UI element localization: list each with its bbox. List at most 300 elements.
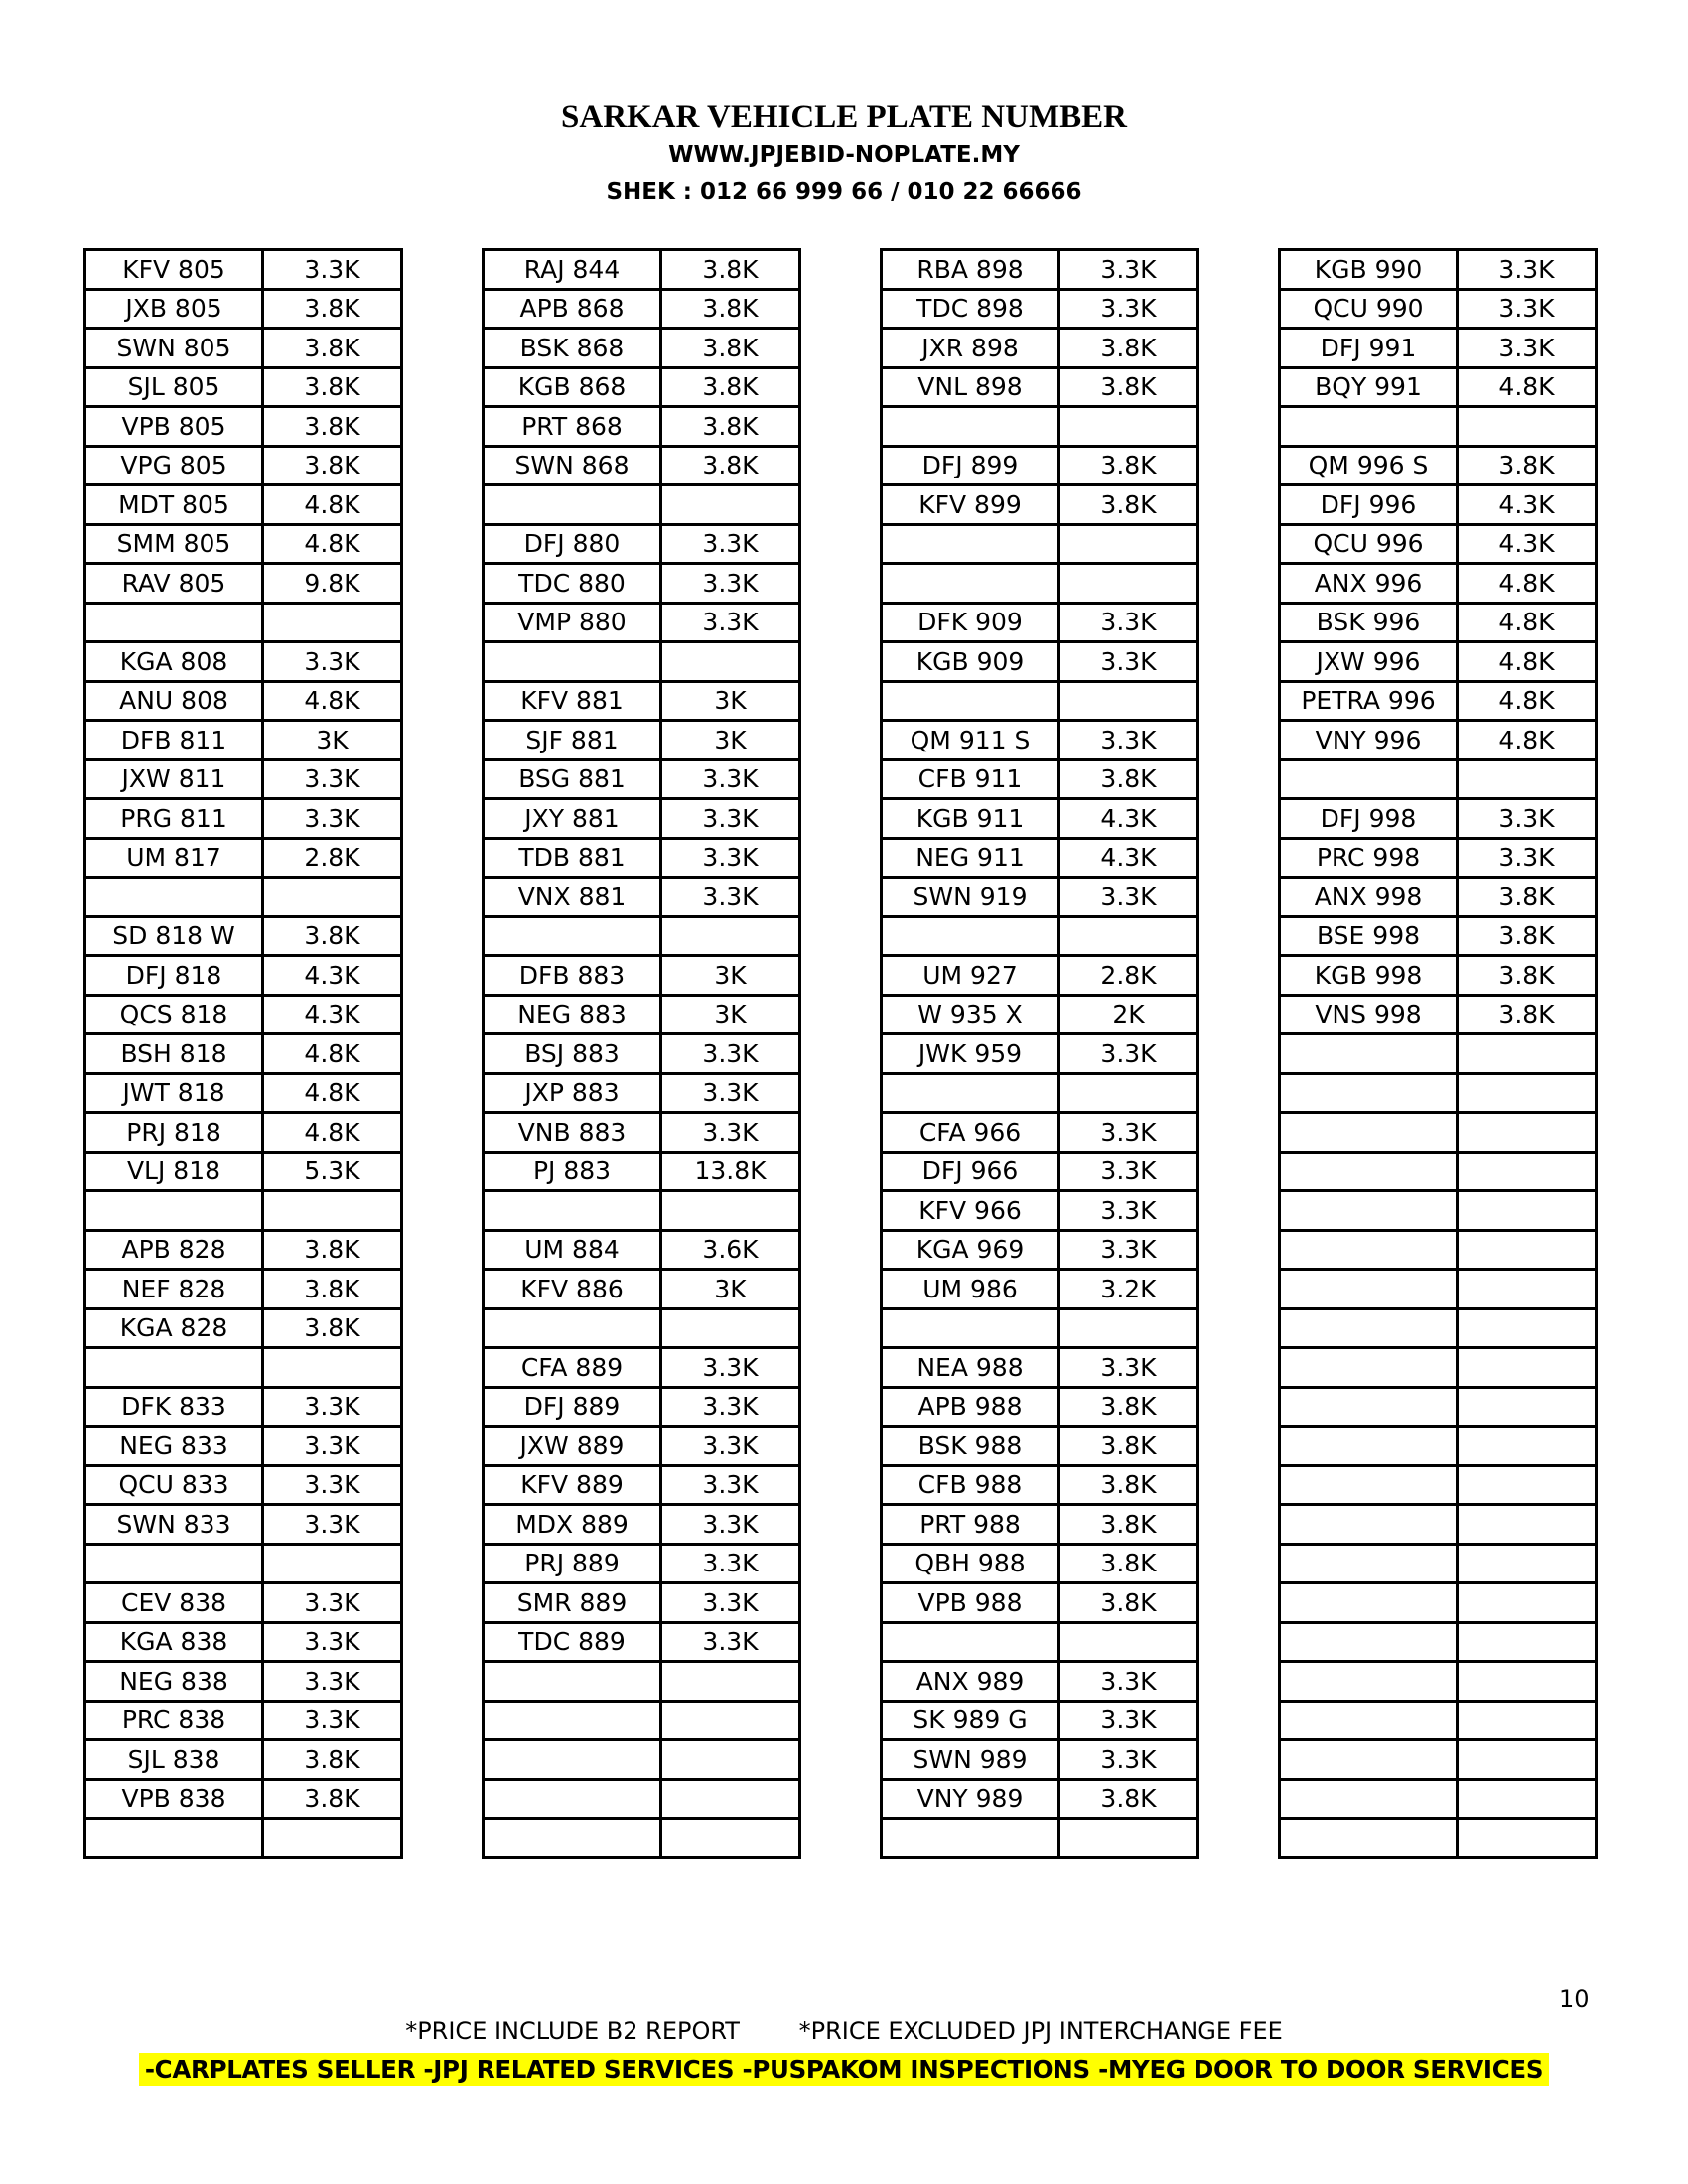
plate-number-cell <box>882 916 1059 956</box>
table-row <box>484 995 800 1034</box>
table-row <box>1280 524 1597 564</box>
plate-number-cell: DFJ 991 <box>1280 329 1458 368</box>
price-cell <box>1458 1230 1597 1270</box>
page-number: 10 <box>1559 1985 1590 2013</box>
plate-number-cell: SMM 805 <box>85 524 263 564</box>
table-row <box>484 1270 800 1309</box>
price-cell <box>661 1191 800 1231</box>
plate-number-cell: VNY 996 <box>1280 721 1458 760</box>
table-row <box>484 642 800 682</box>
plate-number-cell: QM 911 S <box>882 721 1059 760</box>
price-cell: 3.3K <box>1059 642 1198 682</box>
price-cell: 2.8K <box>1059 956 1198 996</box>
plate-number-cell: PRT 868 <box>484 407 661 447</box>
plate-number-cell: SJL 805 <box>85 367 263 407</box>
table-row <box>484 1544 800 1583</box>
plate-number-cell: DFK 909 <box>882 603 1059 642</box>
plate-number-cell <box>1280 1622 1458 1662</box>
plate-number-cell <box>1280 1662 1458 1702</box>
price-cell <box>1458 1270 1597 1309</box>
plate-number-cell <box>882 1819 1059 1858</box>
price-cell <box>1059 1819 1198 1858</box>
plate-number-cell <box>882 524 1059 564</box>
plate-number-cell: APB 868 <box>484 289 661 329</box>
table-row <box>484 759 800 799</box>
price-cell: 4.8K <box>263 1073 402 1113</box>
price-cell <box>1458 759 1597 799</box>
price-cell: 3.8K <box>661 250 800 290</box>
plate-number-cell <box>1280 759 1458 799</box>
price-cell <box>661 916 800 956</box>
price-cell: 3K <box>661 1270 800 1309</box>
table-row <box>484 1465 800 1505</box>
price-cell <box>1458 1701 1597 1740</box>
plate-number-cell: MDX 889 <box>484 1505 661 1545</box>
plate-number-cell: JXW 996 <box>1280 642 1458 682</box>
table-row <box>882 1191 1198 1231</box>
plate-number-cell: VMP 880 <box>484 603 661 642</box>
table-row <box>1280 329 1597 368</box>
plate-number-cell: CEV 838 <box>85 1583 263 1623</box>
plate-number-cell <box>484 1779 661 1819</box>
table-row <box>882 1583 1198 1623</box>
price-cell: 3K <box>661 721 800 760</box>
price-cell: 3.3K <box>1059 250 1198 290</box>
price-cell <box>1458 1740 1597 1780</box>
price-cell <box>1458 1387 1597 1427</box>
price-cell <box>1458 1427 1597 1466</box>
table-row <box>882 1662 1198 1702</box>
table-row <box>882 250 1198 290</box>
price-cell: 3.8K <box>263 1740 402 1780</box>
table-row <box>85 759 402 799</box>
price-cell: 3.3K <box>1059 1152 1198 1191</box>
table-row <box>484 1662 800 1702</box>
plate-number-cell: QBH 988 <box>882 1544 1059 1583</box>
plate-number-cell: BSE 998 <box>1280 916 1458 956</box>
table-row <box>882 485 1198 525</box>
table-row <box>85 1191 402 1231</box>
plate-number-cell: PRT 988 <box>882 1505 1059 1545</box>
price-cell <box>661 1779 800 1819</box>
table-row <box>484 838 800 878</box>
price-cell: 3.3K <box>661 564 800 604</box>
plate-number-cell <box>1280 1191 1458 1231</box>
price-cell: 3.3K <box>263 1387 402 1427</box>
price-cell: 3.3K <box>1059 1230 1198 1270</box>
plate-number-cell: QCU 833 <box>85 1465 263 1505</box>
plate-number-cell <box>1280 1073 1458 1113</box>
table-row <box>882 642 1198 682</box>
table-row <box>85 329 402 368</box>
price-cell: 4.8K <box>1458 681 1597 721</box>
price-cell <box>1059 916 1198 956</box>
plate-number-cell: SK 989 G <box>882 1701 1059 1740</box>
price-cell: 4.3K <box>1059 799 1198 839</box>
price-cell <box>661 1701 800 1740</box>
table-row <box>484 250 800 290</box>
plate-number-cell: NEG 883 <box>484 995 661 1034</box>
table-row <box>85 524 402 564</box>
table-row <box>1280 838 1597 878</box>
table-row <box>882 1465 1198 1505</box>
plate-number-cell <box>1280 1465 1458 1505</box>
plate-number-cell: JXW 811 <box>85 759 263 799</box>
price-cell <box>661 1740 800 1780</box>
plate-number-cell: BSH 818 <box>85 1034 263 1074</box>
table-row <box>85 1427 402 1466</box>
price-cell <box>1458 1308 1597 1348</box>
table-row <box>484 1113 800 1153</box>
plate-number-cell: KGA 969 <box>882 1230 1059 1270</box>
price-cell: 3.3K <box>661 603 800 642</box>
price-cell: 3.8K <box>263 407 402 447</box>
table-row <box>882 838 1198 878</box>
table-row <box>484 524 800 564</box>
plate-number-cell: BSK 868 <box>484 329 661 368</box>
table-row <box>85 956 402 996</box>
plate-number-cell <box>85 1191 263 1231</box>
plate-table-4 <box>1278 248 1598 1859</box>
price-cell: 3.3K <box>661 524 800 564</box>
plate-number-cell: KGA 838 <box>85 1622 263 1662</box>
price-cell: 2.8K <box>263 838 402 878</box>
price-cell: 4.8K <box>1458 603 1597 642</box>
price-cell <box>1458 1034 1597 1074</box>
price-cell: 2K <box>1059 995 1198 1034</box>
table-row <box>1280 603 1597 642</box>
plate-number-cell: DFJ 996 <box>1280 485 1458 525</box>
table-row <box>1280 1662 1597 1702</box>
table-row <box>85 1113 402 1153</box>
table-row <box>85 1308 402 1348</box>
price-cell: 3.3K <box>661 1583 800 1623</box>
plate-number-cell: QCU 996 <box>1280 524 1458 564</box>
table-row <box>1280 1348 1597 1388</box>
plate-number-cell: NEG 833 <box>85 1427 263 1466</box>
plate-number-cell <box>1280 1505 1458 1545</box>
table-row <box>484 1779 800 1819</box>
price-cell: 3.3K <box>1458 838 1597 878</box>
plate-table-1 <box>83 248 403 1859</box>
table-row <box>1280 1779 1597 1819</box>
table-row <box>85 1348 402 1388</box>
table-row <box>882 1544 1198 1583</box>
price-cell: 3.3K <box>1059 603 1198 642</box>
table-row <box>882 329 1198 368</box>
table-row <box>882 681 1198 721</box>
price-cell: 4.8K <box>263 1034 402 1074</box>
price-cell: 3.3K <box>661 1465 800 1505</box>
table-row <box>484 289 800 329</box>
table-row <box>484 916 800 956</box>
price-cell: 3.8K <box>661 367 800 407</box>
table-row <box>882 1387 1198 1427</box>
table-row <box>1280 485 1597 525</box>
plate-number-cell: JWT 818 <box>85 1073 263 1113</box>
table-row <box>1280 799 1597 839</box>
plate-number-cell: DFB 883 <box>484 956 661 996</box>
price-cell: 3.3K <box>263 1622 402 1662</box>
price-cell: 3.3K <box>1458 289 1597 329</box>
price-cell: 3.3K <box>263 1505 402 1545</box>
price-cell: 4.8K <box>263 681 402 721</box>
table-row <box>484 1819 800 1858</box>
plate-number-cell: BQY 991 <box>1280 367 1458 407</box>
table-row <box>1280 681 1597 721</box>
table-row <box>484 1622 800 1662</box>
table-row <box>1280 446 1597 485</box>
price-cell: 4.3K <box>1458 524 1597 564</box>
price-cell <box>263 1191 402 1231</box>
table-row <box>1280 250 1597 290</box>
table-row <box>85 1230 402 1270</box>
table-row <box>1280 1230 1597 1270</box>
contact-text: SHEK : 012 66 999 66 / 010 22 66666 <box>606 179 1082 205</box>
plate-number-cell <box>85 1819 263 1858</box>
price-cell: 4.8K <box>1458 564 1597 604</box>
price-cell <box>1458 1073 1597 1113</box>
table-row <box>85 289 402 329</box>
plate-number-cell: PRC 998 <box>1280 838 1458 878</box>
plate-number-cell: VNB 883 <box>484 1113 661 1153</box>
table-row <box>484 799 800 839</box>
price-cell: 3.3K <box>263 250 402 290</box>
table-row <box>85 367 402 407</box>
table-row <box>1280 407 1597 447</box>
plate-number-cell: SD 818 W <box>85 916 263 956</box>
plate-number-cell: VPG 805 <box>85 446 263 485</box>
plate-number-cell: CFB 911 <box>882 759 1059 799</box>
table-row <box>882 446 1198 485</box>
table-row <box>85 485 402 525</box>
plate-number-cell <box>85 1348 263 1388</box>
price-cell: 3.3K <box>1059 1034 1198 1074</box>
table-row <box>1280 1505 1597 1545</box>
plate-number-cell <box>85 603 263 642</box>
table-row <box>85 1740 402 1780</box>
price-cell: 3.3K <box>263 1465 402 1505</box>
price-cell: 3.3K <box>661 799 800 839</box>
price-cell: 4.3K <box>1458 485 1597 525</box>
plate-number-cell: DFJ 966 <box>882 1152 1059 1191</box>
table-row <box>484 1230 800 1270</box>
price-cell: 5.3K <box>263 1152 402 1191</box>
table-row <box>484 1308 800 1348</box>
price-cell: 3.8K <box>263 289 402 329</box>
plate-number-cell <box>1280 1308 1458 1348</box>
table-row <box>484 721 800 760</box>
price-cell: 4.8K <box>263 1113 402 1153</box>
price-cell: 3.8K <box>1458 956 1597 996</box>
table-row <box>882 603 1198 642</box>
plate-number-cell <box>484 1819 661 1858</box>
price-cell: 3.3K <box>661 1348 800 1388</box>
plate-number-cell <box>484 1308 661 1348</box>
plate-number-cell: TDC 898 <box>882 289 1059 329</box>
price-cell: 3.3K <box>661 1427 800 1466</box>
price-cell: 3.8K <box>1059 1583 1198 1623</box>
price-cell: 3.8K <box>661 289 800 329</box>
table-row <box>1280 1387 1597 1427</box>
price-cell: 3.3K <box>1059 1113 1198 1153</box>
table-row <box>1280 916 1597 956</box>
price-cell: 3.8K <box>1059 1427 1198 1466</box>
price-cell <box>263 1819 402 1858</box>
table-row <box>1280 1308 1597 1348</box>
plate-number-cell: JXP 883 <box>484 1073 661 1113</box>
plate-number-cell: JXB 805 <box>85 289 263 329</box>
plate-number-cell <box>1280 1819 1458 1858</box>
table-row <box>882 1701 1198 1740</box>
table-row <box>85 1819 402 1858</box>
table-row <box>1280 1152 1597 1191</box>
table-row <box>882 289 1198 329</box>
plate-number-cell: NEG 838 <box>85 1662 263 1702</box>
plate-number-cell: APB 828 <box>85 1230 263 1270</box>
plate-number-cell: PJ 883 <box>484 1152 661 1191</box>
plate-number-cell: UM 927 <box>882 956 1059 996</box>
plate-number-cell: UM 884 <box>484 1230 661 1270</box>
plate-number-cell: BSG 881 <box>484 759 661 799</box>
table-row <box>1280 1427 1597 1466</box>
plate-number-cell: DFJ 818 <box>85 956 263 996</box>
page-title: SARKAR VEHICLE PLATE NUMBER <box>561 99 1127 135</box>
plate-number-cell <box>1280 1583 1458 1623</box>
price-cell: 3.8K <box>263 446 402 485</box>
plate-number-cell: QCS 818 <box>85 995 263 1034</box>
services-text: -CARPLATES SELLER -JPJ RELATED SERVICES -PUSPAKOM INSPECTIONS -MYEG DOOR TO DOOR SERVICES <box>139 2053 1549 2086</box>
plate-number-cell <box>882 564 1059 604</box>
table-row <box>1280 1740 1597 1780</box>
plate-number-cell <box>484 485 661 525</box>
table-row <box>882 1034 1198 1074</box>
price-cell: 3.3K <box>661 759 800 799</box>
price-cell: 3.8K <box>263 1779 402 1819</box>
price-cell <box>1059 524 1198 564</box>
plate-number-cell <box>1280 1427 1458 1466</box>
price-cell: 3.8K <box>263 916 402 956</box>
plate-number-cell: JWK 959 <box>882 1034 1059 1074</box>
plate-number-cell: TDC 889 <box>484 1622 661 1662</box>
plate-number-cell: DFK 833 <box>85 1387 263 1427</box>
table-row <box>85 916 402 956</box>
price-cell: 3.3K <box>263 1662 402 1702</box>
table-row <box>484 603 800 642</box>
table-row <box>85 681 402 721</box>
plate-number-cell <box>1280 1387 1458 1427</box>
table-row <box>85 1701 402 1740</box>
plate-number-cell: NEF 828 <box>85 1270 263 1309</box>
table-row <box>85 799 402 839</box>
plate-number-cell: KGB 909 <box>882 642 1059 682</box>
table-row <box>1280 1034 1597 1074</box>
price-cell <box>1458 1662 1597 1702</box>
table-row <box>1280 759 1597 799</box>
price-cell: 13.8K <box>661 1152 800 1191</box>
plate-number-cell: VNS 998 <box>1280 995 1458 1034</box>
table-row <box>85 1622 402 1662</box>
price-cell <box>661 1308 800 1348</box>
table-row <box>484 564 800 604</box>
price-cell: 3.8K <box>263 1230 402 1270</box>
table-row <box>1280 1270 1597 1309</box>
plate-number-cell: KGB 911 <box>882 799 1059 839</box>
table-row <box>1280 1113 1597 1153</box>
plate-number-cell <box>1280 1152 1458 1191</box>
table-row <box>1280 1622 1597 1662</box>
plate-number-cell <box>1280 1034 1458 1074</box>
plate-number-cell: CFA 966 <box>882 1113 1059 1153</box>
table-row <box>484 1427 800 1466</box>
plate-number-cell: DFJ 899 <box>882 446 1059 485</box>
price-cell <box>1458 1348 1597 1388</box>
table-row <box>85 1270 402 1309</box>
plate-number-cell: KFV 966 <box>882 1191 1059 1231</box>
table-row <box>882 1270 1198 1309</box>
website-text: WWW.JPJEBID-NOPLATE.MY <box>668 142 1020 168</box>
plate-number-cell <box>1280 1701 1458 1740</box>
plate-number-cell <box>1280 407 1458 447</box>
table-row <box>85 642 402 682</box>
plate-number-cell: SWN 989 <box>882 1740 1059 1780</box>
table-row <box>484 407 800 447</box>
price-cell: 3.6K <box>661 1230 800 1270</box>
price-cell: 3.3K <box>661 1622 800 1662</box>
plate-number-cell: ANX 998 <box>1280 878 1458 917</box>
plate-number-cell: KFV 889 <box>484 1465 661 1505</box>
price-cell <box>1059 1073 1198 1113</box>
table-row <box>882 1505 1198 1545</box>
price-cell: 3.8K <box>1059 1465 1198 1505</box>
plate-number-cell: APB 988 <box>882 1387 1059 1427</box>
table-row <box>1280 1701 1597 1740</box>
table-row <box>484 956 800 996</box>
table-row <box>85 838 402 878</box>
price-cell <box>263 1348 402 1388</box>
table-row <box>882 1779 1198 1819</box>
table-row <box>1280 1073 1597 1113</box>
price-cell <box>661 485 800 525</box>
table-row <box>882 995 1198 1034</box>
price-cell: 3.2K <box>1059 1270 1198 1309</box>
table-row <box>484 681 800 721</box>
table-row <box>882 1113 1198 1153</box>
plate-number-cell: QCU 990 <box>1280 289 1458 329</box>
table-row <box>484 1073 800 1113</box>
price-cell: 3.8K <box>263 367 402 407</box>
price-cell: 3K <box>661 956 800 996</box>
table-row <box>484 446 800 485</box>
price-cell <box>1458 1152 1597 1191</box>
table-row <box>1280 1544 1597 1583</box>
table-row <box>85 564 402 604</box>
plate-number-cell: PETRA 996 <box>1280 681 1458 721</box>
plate-number-cell: VNL 898 <box>882 367 1059 407</box>
table-row <box>484 1034 800 1074</box>
price-cell: 4.8K <box>263 485 402 525</box>
price-cell: 3.3K <box>1458 329 1597 368</box>
price-cell: 3.3K <box>661 1073 800 1113</box>
price-cell: 4.3K <box>1059 838 1198 878</box>
plate-number-cell <box>1280 1544 1458 1583</box>
plate-number-cell <box>1280 1230 1458 1270</box>
plate-number-cell: SWN 805 <box>85 329 263 368</box>
plate-number-cell: KGA 828 <box>85 1308 263 1348</box>
price-cell: 3.8K <box>1458 446 1597 485</box>
plate-number-cell: NEG 911 <box>882 838 1059 878</box>
price-cell: 3.3K <box>1059 1740 1198 1780</box>
